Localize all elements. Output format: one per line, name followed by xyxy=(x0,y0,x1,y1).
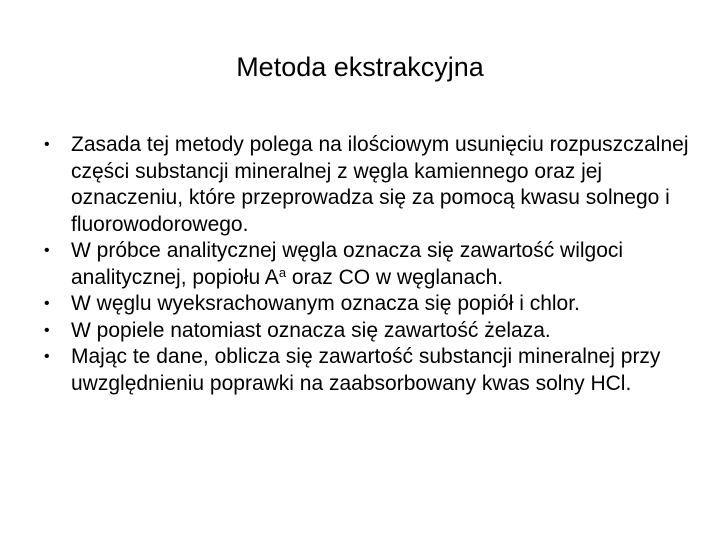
bullet-text: W węglu wyeksrachowanym oznacza się popiół i chlor. xyxy=(71,292,580,315)
bullet-dot-icon: • xyxy=(44,295,50,312)
bullet-item xyxy=(44,238,694,291)
superscript: a xyxy=(278,264,287,280)
bullet-dot-icon: • xyxy=(44,348,50,365)
bullet-item xyxy=(44,318,694,345)
bullet-item xyxy=(44,132,694,238)
bullet-dot-icon: • xyxy=(44,321,50,339)
bullet-text: Zasada tej metody polega na ilościowym usunięciu rozpuszczalnej części substancji mineralnej z węgla kamiennego oraz jej oznaczeniu, które przeprowadza się za pomocą kwasu solnego i fluorowodorowego. xyxy=(71,133,689,236)
bullet-text-part: W próbce analitycznej węgla oznacza się zawartość wilgoci analitycznej, popiołu A xyxy=(71,239,624,289)
bullet-item xyxy=(44,291,694,318)
bullet-text: Mając te dane, oblicza się zawartość substancji mineralnej przy uwzględnieniu poprawki na zaabsorbowany kwas solny HCl. xyxy=(71,345,661,395)
slide-title: Metoda ekstrakcyjna xyxy=(236,52,484,82)
bullet-dot-icon: • xyxy=(44,136,50,153)
bullet-dot-icon: • xyxy=(44,242,50,259)
bullet-text xyxy=(71,239,623,289)
bullet-list xyxy=(44,132,694,397)
bullet-text-part: oraz CO w węglanach. xyxy=(286,265,504,289)
bullet-text: W popiele natomiast oznacza się zawartość żelaza. xyxy=(71,318,551,342)
bullet-item xyxy=(44,344,694,397)
